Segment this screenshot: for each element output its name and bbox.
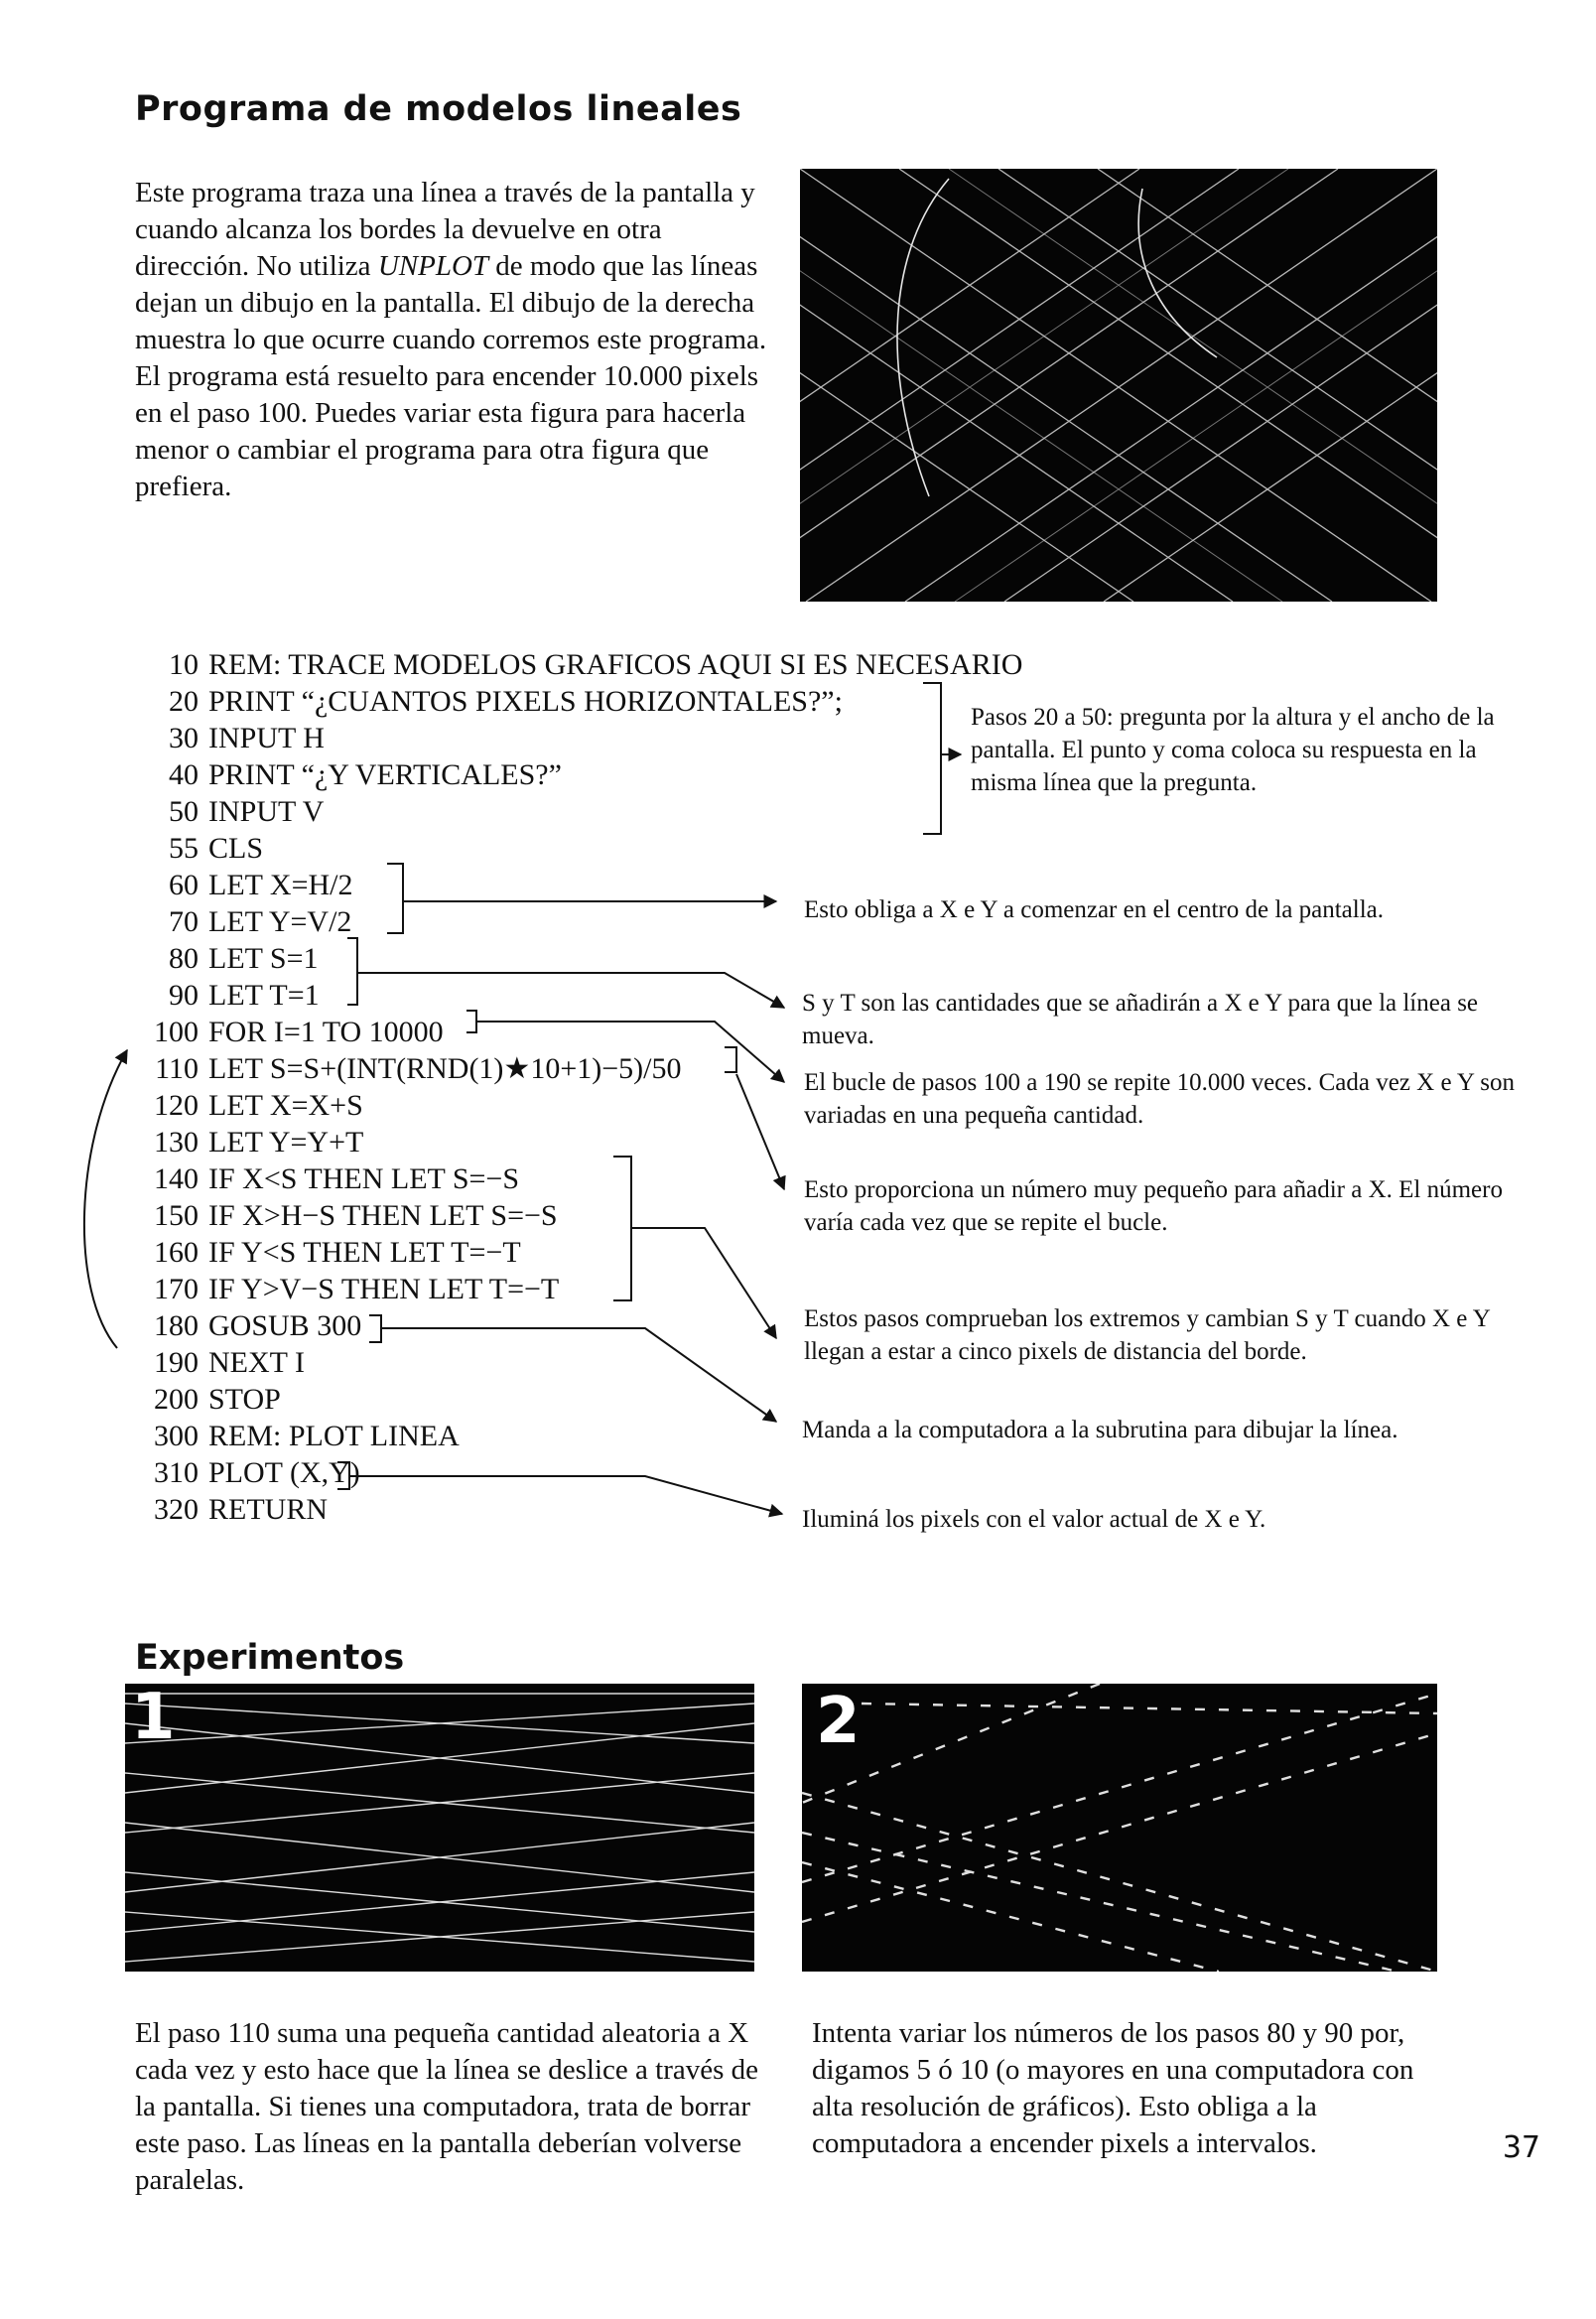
code-line: 55 CLS: [169, 832, 264, 865]
note-steps-20-50: Pasos 20 a 50: pregunta por la altura y el ancho de la pantalla. El punto y coma coloca su respuesta en la misma línea que la pregunta.: [971, 704, 1495, 796]
experiment-2-caption: Intenta variar los números de los pasos 80 y 90 por, digamos 5 ó 10 (o mayores en una computadora con alta resolución de gráficos). Esto obliga a la computadora a encender pixels a intervalos.: [812, 2017, 1414, 2159]
experiment-2-screen: [802, 1684, 1437, 1972]
note-small-number: Esto proporciona un número muy pequeño para añadir a X. El número varía cada vez que se repite el bucle.: [804, 1176, 1503, 1236]
intro-text-start: Este programa traza una línea a través de la pantalla y cuando alcanza los bordes la devuelve en otra dirección. No utiliza: [135, 177, 755, 282]
sliding-lines-pattern: [125, 1684, 754, 1972]
page-number: 37: [1502, 2130, 1540, 2165]
code-line: 140 IF X<S THEN LET S=−S: [154, 1162, 520, 1195]
code-line: 10 REM: TRACE MODELOS GRAFICOS AQUI SI ES NECESARIO: [169, 648, 1023, 681]
code-line: 20 PRINT “¿CUANTOS PIXELS HORIZONTALES?”;: [169, 685, 843, 718]
code-line: 120 LET X=X+S: [154, 1089, 363, 1122]
code-line: 200 STOP: [154, 1383, 281, 1416]
code-line: 180 GOSUB 300: [154, 1309, 362, 1342]
note-loop: El bucle de pasos 100 a 190 se repite 10.000 veces. Cada vez X e Y son variadas en una pequeña cantidad.: [804, 1069, 1515, 1129]
note-s-t-amounts: S y T son las cantidades que se añadirán a X e Y para que la línea se mueva.: [802, 990, 1479, 1049]
note-center-start: Esto obliga a X e Y a comenzar en el centro de la pantalla.: [804, 896, 1384, 923]
experiment-1-number: 1: [131, 1684, 176, 1754]
code-line: 130 LET Y=Y+T: [154, 1126, 364, 1159]
experiment-2-number: 2: [816, 1685, 861, 1758]
code-line: 160 IF Y<S THEN LET T=−T: [154, 1236, 521, 1269]
note-plot-pixels: Iluminá los pixels con el valor actual de X e Y.: [802, 1506, 1266, 1533]
code-line: 150 IF X>H−S THEN LET S=−S: [154, 1199, 558, 1232]
code-line: 80 LET S=1: [169, 942, 319, 975]
code-line: 170 IF Y>V−S THEN LET T=−T: [154, 1273, 560, 1305]
code-line: 90 LET T=1: [169, 979, 320, 1012]
code-line: 30 INPUT H: [169, 722, 325, 754]
intro-text-end: de modo que las líneas dejan un dibujo en la pantalla. El dibujo de la derecha muestra lo que ocurre cuando corremos este programa. El programa está resuelto para encender 10.000 pixels en el paso 100. Puedes variar esta figura para hacerla menor o cambiar el programa para otra figura que prefiera.: [135, 250, 767, 502]
intro-text-italic: UNPLOT: [377, 250, 489, 282]
code-line: 110 LET S=S+(INT(RND(1)★10+1)−5)/50: [155, 1052, 682, 1085]
note-subroutine: Manda a la computadora a la subrutina para dibujar la línea.: [802, 1417, 1398, 1443]
dotted-lines-pattern: [802, 1684, 1437, 1972]
code-line: 40 PRINT “¿Y VERTICALES?”: [169, 758, 562, 791]
note-edge-check: Estos pasos comprueban los extremos y cambian S y T cuando X e Y llegan a estar a cinco pixels de distancia del borde.: [804, 1305, 1490, 1365]
experiment-1-screen: [125, 1684, 754, 1972]
code-line: 310 PLOT (X,Y): [154, 1456, 360, 1489]
page-title: Programa de modelos lineales: [135, 89, 742, 129]
code-line: 320 RETURN: [154, 1493, 328, 1526]
code-line: 190 NEXT I: [154, 1346, 305, 1379]
code-line: 50 INPUT V: [169, 795, 325, 828]
experiment-1-caption: El paso 110 suma una pequeña cantidad aleatoria a X cada vez y esto hace que la línea se deslice a través de la pantalla. Si tienes una computadora, trata de borrar este paso. Las líneas en la pantalla deberían volverse paralelas.: [135, 2017, 759, 2196]
code-line: 300 REM: PLOT LINEA: [154, 1420, 460, 1452]
code-line: 100 FOR I=1 TO 10000: [154, 1016, 444, 1048]
code-line: 60 LET X=H/2: [169, 869, 353, 901]
code-line: 70 LET Y=V/2: [169, 905, 352, 938]
experiments-heading: Experimentos: [135, 1638, 405, 1678]
